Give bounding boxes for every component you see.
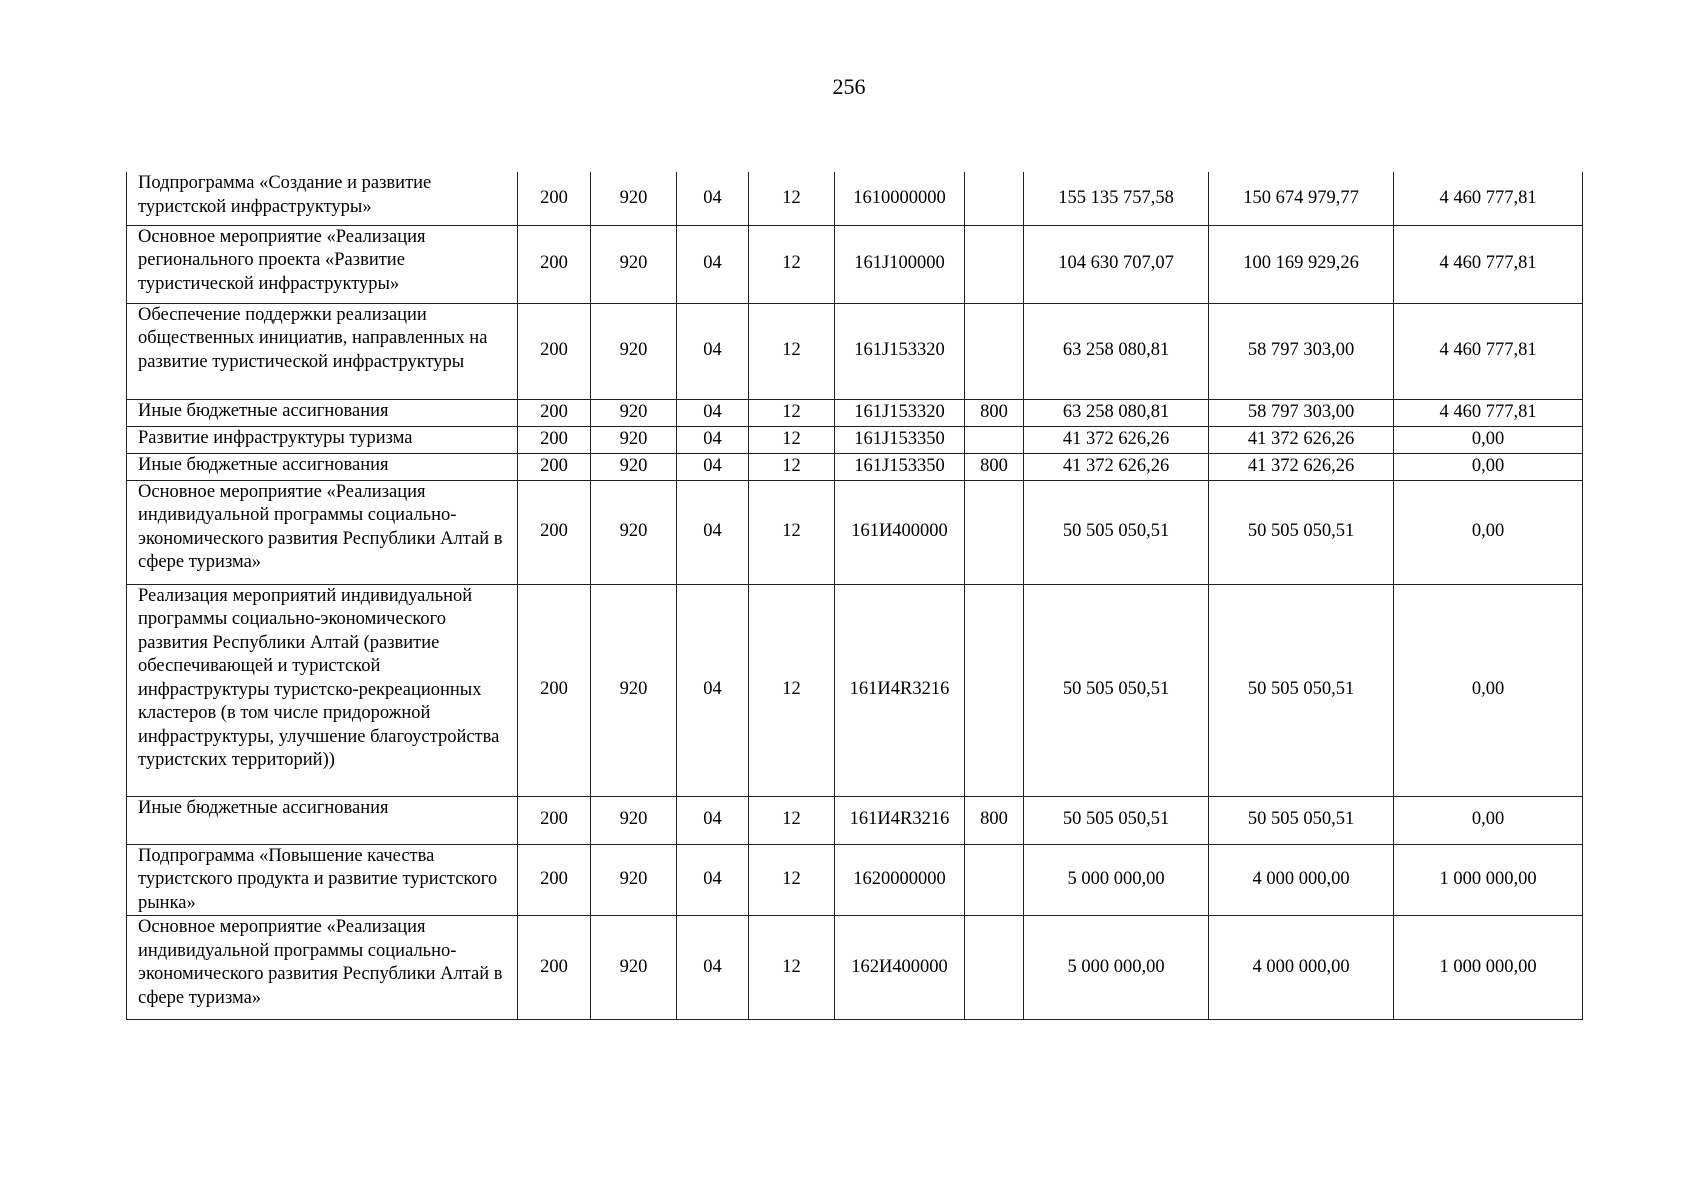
row-name: Развитие инфраструктуры туризма: [127, 426, 518, 453]
row-name: Основное мероприятие «Реализация индивидуальной программы социально-экономического развития Республики Алтай в сфере туризма»: [127, 480, 518, 584]
cell-code: 162И400000: [835, 916, 965, 1020]
cell-c4: 12: [749, 453, 835, 480]
row-name: Подпрограмма «Создание и развитие туристской инфраструктуры»: [127, 172, 518, 225]
cell-c2: 920: [591, 916, 677, 1020]
table-row: [127, 584, 1583, 796]
cell-v1: 4 000 000,00: [1209, 844, 1394, 916]
cell-total: 50 505 050,51: [1024, 480, 1209, 584]
cell-c1: 200: [518, 225, 591, 303]
cell-c2: 920: [591, 399, 677, 426]
cell-v2: 0,00: [1394, 453, 1583, 480]
cell-c1: 200: [518, 480, 591, 584]
row-name: Основное мероприятие «Реализация индивидуальной программы социально-экономического развития Республики Алтай в сфере туризма»: [127, 916, 518, 1020]
cell-c2: 920: [591, 480, 677, 584]
cell-type: 800: [965, 399, 1024, 426]
cell-c1: 200: [518, 584, 591, 796]
cell-type: 800: [965, 453, 1024, 480]
table-row: [127, 426, 1583, 453]
cell-v2: 4 460 777,81: [1394, 303, 1583, 399]
cell-c1: 200: [518, 916, 591, 1020]
row-name: Обеспечение поддержки реализации общественных инициатив, направленных на развитие туристической инфраструктуры: [127, 303, 518, 399]
cell-type: [965, 916, 1024, 1020]
cell-c2: 920: [591, 426, 677, 453]
cell-code: 161J153320: [835, 303, 965, 399]
cell-c1: 200: [518, 399, 591, 426]
cell-code: 161J153350: [835, 426, 965, 453]
cell-c2: 920: [591, 303, 677, 399]
cell-c3: 04: [677, 453, 749, 480]
cell-c1: 200: [518, 844, 591, 916]
cell-v1: 50 505 050,51: [1209, 480, 1394, 584]
cell-code: 161J153320: [835, 399, 965, 426]
cell-c3: 04: [677, 584, 749, 796]
cell-type: [965, 172, 1024, 225]
cell-c3: 04: [677, 844, 749, 916]
cell-total: 50 505 050,51: [1024, 584, 1209, 796]
cell-c2: 920: [591, 584, 677, 796]
cell-v2: 1 000 000,00: [1394, 916, 1583, 1020]
cell-c3: 04: [677, 796, 749, 844]
page-number: 256: [832, 74, 866, 99]
cell-v2: 4 460 777,81: [1394, 399, 1583, 426]
cell-v2: 0,00: [1394, 480, 1583, 584]
cell-c3: 04: [677, 399, 749, 426]
cell-v1: 50 505 050,51: [1209, 584, 1394, 796]
cell-code: 1620000000: [835, 844, 965, 916]
table-row: [127, 796, 1583, 844]
cell-type: [965, 844, 1024, 916]
cell-c3: 04: [677, 426, 749, 453]
row-name: Подпрограмма «Повышение качества туристского продукта и развитие туристского рынка»: [127, 844, 518, 916]
cell-v2: 0,00: [1394, 796, 1583, 844]
cell-c3: 04: [677, 303, 749, 399]
cell-total: 41 372 626,26: [1024, 426, 1209, 453]
cell-v1: 4 000 000,00: [1209, 916, 1394, 1020]
cell-c4: 12: [749, 844, 835, 916]
cell-v2: 4 460 777,81: [1394, 172, 1583, 225]
cell-v2: 4 460 777,81: [1394, 225, 1583, 303]
cell-c4: 12: [749, 480, 835, 584]
cell-v1: 41 372 626,26: [1209, 453, 1394, 480]
cell-c3: 04: [677, 225, 749, 303]
cell-c3: 04: [677, 172, 749, 225]
cell-code: 1610000000: [835, 172, 965, 225]
cell-c4: 12: [749, 225, 835, 303]
row-name: Иные бюджетные ассигнования: [127, 399, 518, 426]
cell-v1: 100 169 929,26: [1209, 225, 1394, 303]
table-row: [127, 225, 1583, 303]
cell-v1: 58 797 303,00: [1209, 399, 1394, 426]
cell-c1: 200: [518, 172, 591, 225]
cell-code: 161J100000: [835, 225, 965, 303]
cell-c4: 12: [749, 172, 835, 225]
cell-c2: 920: [591, 225, 677, 303]
cell-c1: 200: [518, 303, 591, 399]
cell-v2: 0,00: [1394, 426, 1583, 453]
cell-v1: 41 372 626,26: [1209, 426, 1394, 453]
row-name: Иные бюджетные ассигнования: [127, 796, 518, 844]
cell-type: [965, 225, 1024, 303]
cell-type: [965, 303, 1024, 399]
cell-type: 800: [965, 796, 1024, 844]
cell-code: 161J153350: [835, 453, 965, 480]
cell-total: 63 258 080,81: [1024, 303, 1209, 399]
cell-c1: 200: [518, 796, 591, 844]
cell-type: [965, 584, 1024, 796]
cell-c4: 12: [749, 426, 835, 453]
cell-type: [965, 480, 1024, 584]
cell-c4: 12: [749, 916, 835, 1020]
cell-code: 161И4R3216: [835, 796, 965, 844]
table-row: [127, 844, 1583, 916]
table-row: [127, 303, 1583, 399]
cell-c2: 920: [591, 796, 677, 844]
cell-c4: 12: [749, 399, 835, 426]
cell-v2: 1 000 000,00: [1394, 844, 1583, 916]
table-row: [127, 453, 1583, 480]
cell-type: [965, 426, 1024, 453]
cell-total: 155 135 757,58: [1024, 172, 1209, 225]
table-row: [127, 172, 1583, 225]
cell-v1: 58 797 303,00: [1209, 303, 1394, 399]
cell-c4: 12: [749, 796, 835, 844]
cell-c2: 920: [591, 844, 677, 916]
cell-c3: 04: [677, 916, 749, 1020]
cell-total: 104 630 707,07: [1024, 225, 1209, 303]
table-row: [127, 399, 1583, 426]
cell-c2: 920: [591, 172, 677, 225]
table-row: [127, 480, 1583, 584]
cell-total: 63 258 080,81: [1024, 399, 1209, 426]
cell-v1: 150 674 979,77: [1209, 172, 1394, 225]
cell-c4: 12: [749, 303, 835, 399]
cell-total: 50 505 050,51: [1024, 796, 1209, 844]
cell-total: 5 000 000,00: [1024, 916, 1209, 1020]
cell-total: 5 000 000,00: [1024, 844, 1209, 916]
cell-v1: 50 505 050,51: [1209, 796, 1394, 844]
budget-table: [126, 172, 1583, 1020]
cell-c1: 200: [518, 453, 591, 480]
cell-code: 161И4R3216: [835, 584, 965, 796]
cell-total: 41 372 626,26: [1024, 453, 1209, 480]
row-name: Основное мероприятие «Реализация регионального проекта «Развитие туристической инфраструктуры»: [127, 225, 518, 303]
cell-c2: 920: [591, 453, 677, 480]
cell-code: 161И400000: [835, 480, 965, 584]
table-row: [127, 916, 1583, 1020]
cell-v2: 0,00: [1394, 584, 1583, 796]
cell-c4: 12: [749, 584, 835, 796]
cell-c3: 04: [677, 480, 749, 584]
cell-c1: 200: [518, 426, 591, 453]
row-name: Реализация мероприятий индивидуальной программы социально-экономического развития Республики Алтай (развитие обеспечивающей и туристской инфраструктуры туристско-рекреационных кластеров (в том числе придорожной инфраструктуры, улучшение благоустройства туристских территорий)): [127, 584, 518, 796]
row-name: Иные бюджетные ассигнования: [127, 453, 518, 480]
